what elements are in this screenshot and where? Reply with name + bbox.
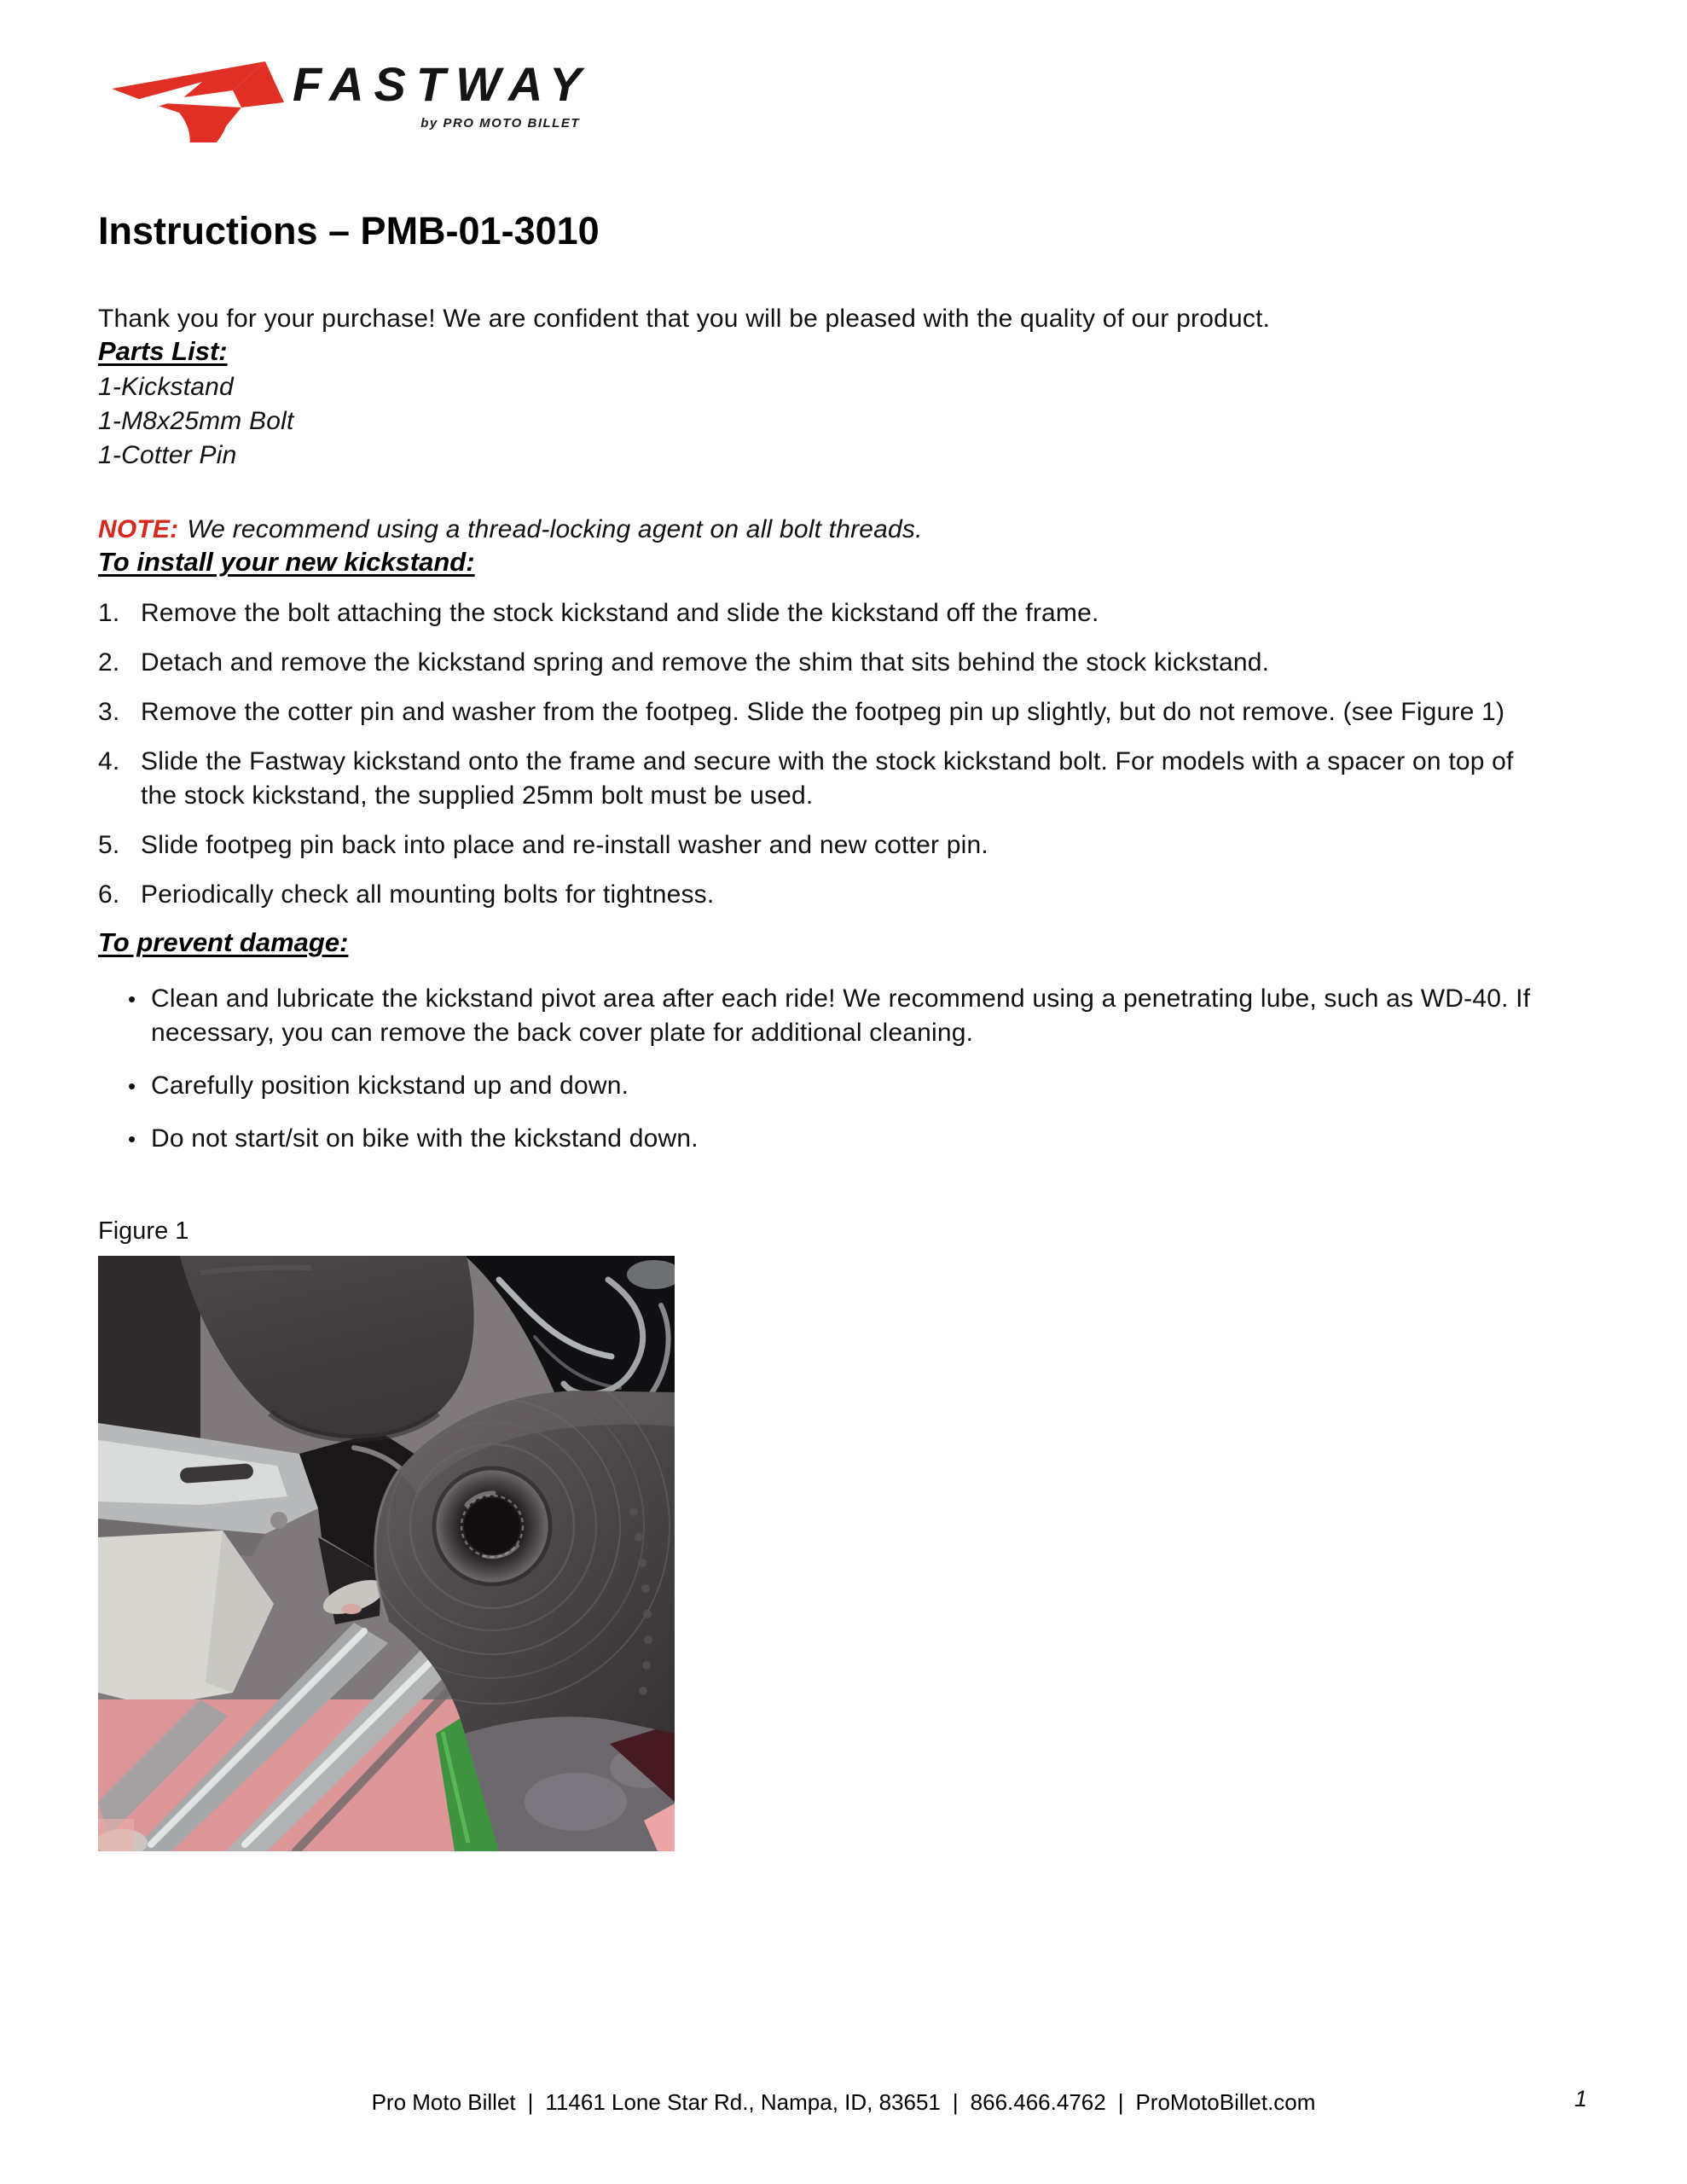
install-step [98,695,1589,729]
fastway-logo-wordmark: FASTWAY [293,57,592,111]
page-footer [98,2086,1589,2123]
note-text: We recommend using a thread-locking agent on all bolt threads. [187,515,923,544]
bullet-text: Do not start/sit on bike with the kickstand down. [151,1124,699,1153]
figure-1-photo [98,1256,675,1851]
parts-heading: Parts List: [98,336,228,367]
prevent-item [128,1122,1589,1156]
prevent-section [98,927,1589,1156]
parts-item: 1-Kickstand [98,373,234,402]
footer-info [98,2089,1589,2116]
intro-paragraph: Thank you for your purchase! We are confident that you will be pleased with the quality of our product. [98,305,1271,334]
install-step [98,745,1589,813]
step-number: 4. [98,747,120,776]
note-line [98,513,1589,547]
footer-phone: 866.466.4762 [970,2089,1106,2115]
bullet-text: Clean and lubricate the kickstand pivot area after each ride! We recommend using a penetrating lube, such as WD-40. If necessary, you can remove the back cover plate for additional cleaning. [151,985,1531,1048]
footer-separator: | [952,2089,959,2115]
footpeg-photo-graphic [98,1256,675,1851]
prevent-list [98,982,1589,1156]
footer-website: ProMotoBillet.com [1135,2089,1316,2115]
prevent-heading: To prevent damage: [98,927,349,958]
install-steps [98,596,1589,912]
page-number: 1 [1574,2086,1587,2111]
step-text: Remove the cotter pin and washer from the footpeg. Slide the footpeg pin up slightly, but do not remove. (see Figure 1) [141,698,1505,727]
parts-section [98,336,1589,473]
install-step [98,878,1589,912]
bullet-icon: • [128,1126,136,1153]
parts-list [98,370,1589,473]
install-step [98,646,1589,680]
install-step [98,596,1589,630]
prevent-item [128,1069,1589,1103]
footer-separator: | [1117,2089,1124,2115]
parts-item: 1-Cotter Pin [98,441,237,470]
footer-separator: | [527,2089,534,2115]
install-section [98,547,1589,912]
parts-item: 1-M8x25mm Bolt [98,407,294,436]
step-text: Detach and remove the kickstand spring and remove the shim that sits behind the stock kickstand. [141,648,1270,677]
step-number: 1. [98,599,120,628]
prevent-item [128,982,1589,1050]
step-text: Slide the Fastway kickstand onto the frame and secure with the stock kickstand bolt. For models with a spacer on top of the stock kickstand, the supplied 25mm bolt must be used. [141,747,1514,810]
step-number: 3. [98,698,120,727]
bullet-icon: • [128,986,136,1013]
step-number: 6. [98,880,120,909]
step-text: Periodically check all mounting bolts for tightness. [141,880,715,909]
bullet-text: Carefully position kickstand up and down. [151,1072,629,1101]
step-text: Slide footpeg pin back into place and re-install washer and new cotter pin. [141,831,988,860]
fastway-logo-graphic [98,44,610,142]
step-number: 5. [98,831,120,860]
fastway-logo [98,44,1589,142]
fastway-logo-icon [101,61,284,142]
page-title: Instructions – PMB-01-3010 [98,209,600,253]
figure-caption: Figure 1 [98,1217,189,1246]
note-label: NOTE: [98,515,179,544]
install-heading: To install your new kickstand: [98,547,475,578]
step-text: Remove the bolt attaching the stock kickstand and slide the kickstand off the frame. [141,599,1099,628]
bullet-icon: • [128,1073,136,1100]
install-step [98,828,1589,863]
footer-address: 11461 Lone Star Rd., Nampa, ID, 83651 [545,2089,941,2115]
footer-company: Pro Moto Billet [371,2089,516,2115]
fastway-logo-byline: by PRO MOTO BILLET [420,116,580,131]
step-number: 2. [98,648,120,677]
